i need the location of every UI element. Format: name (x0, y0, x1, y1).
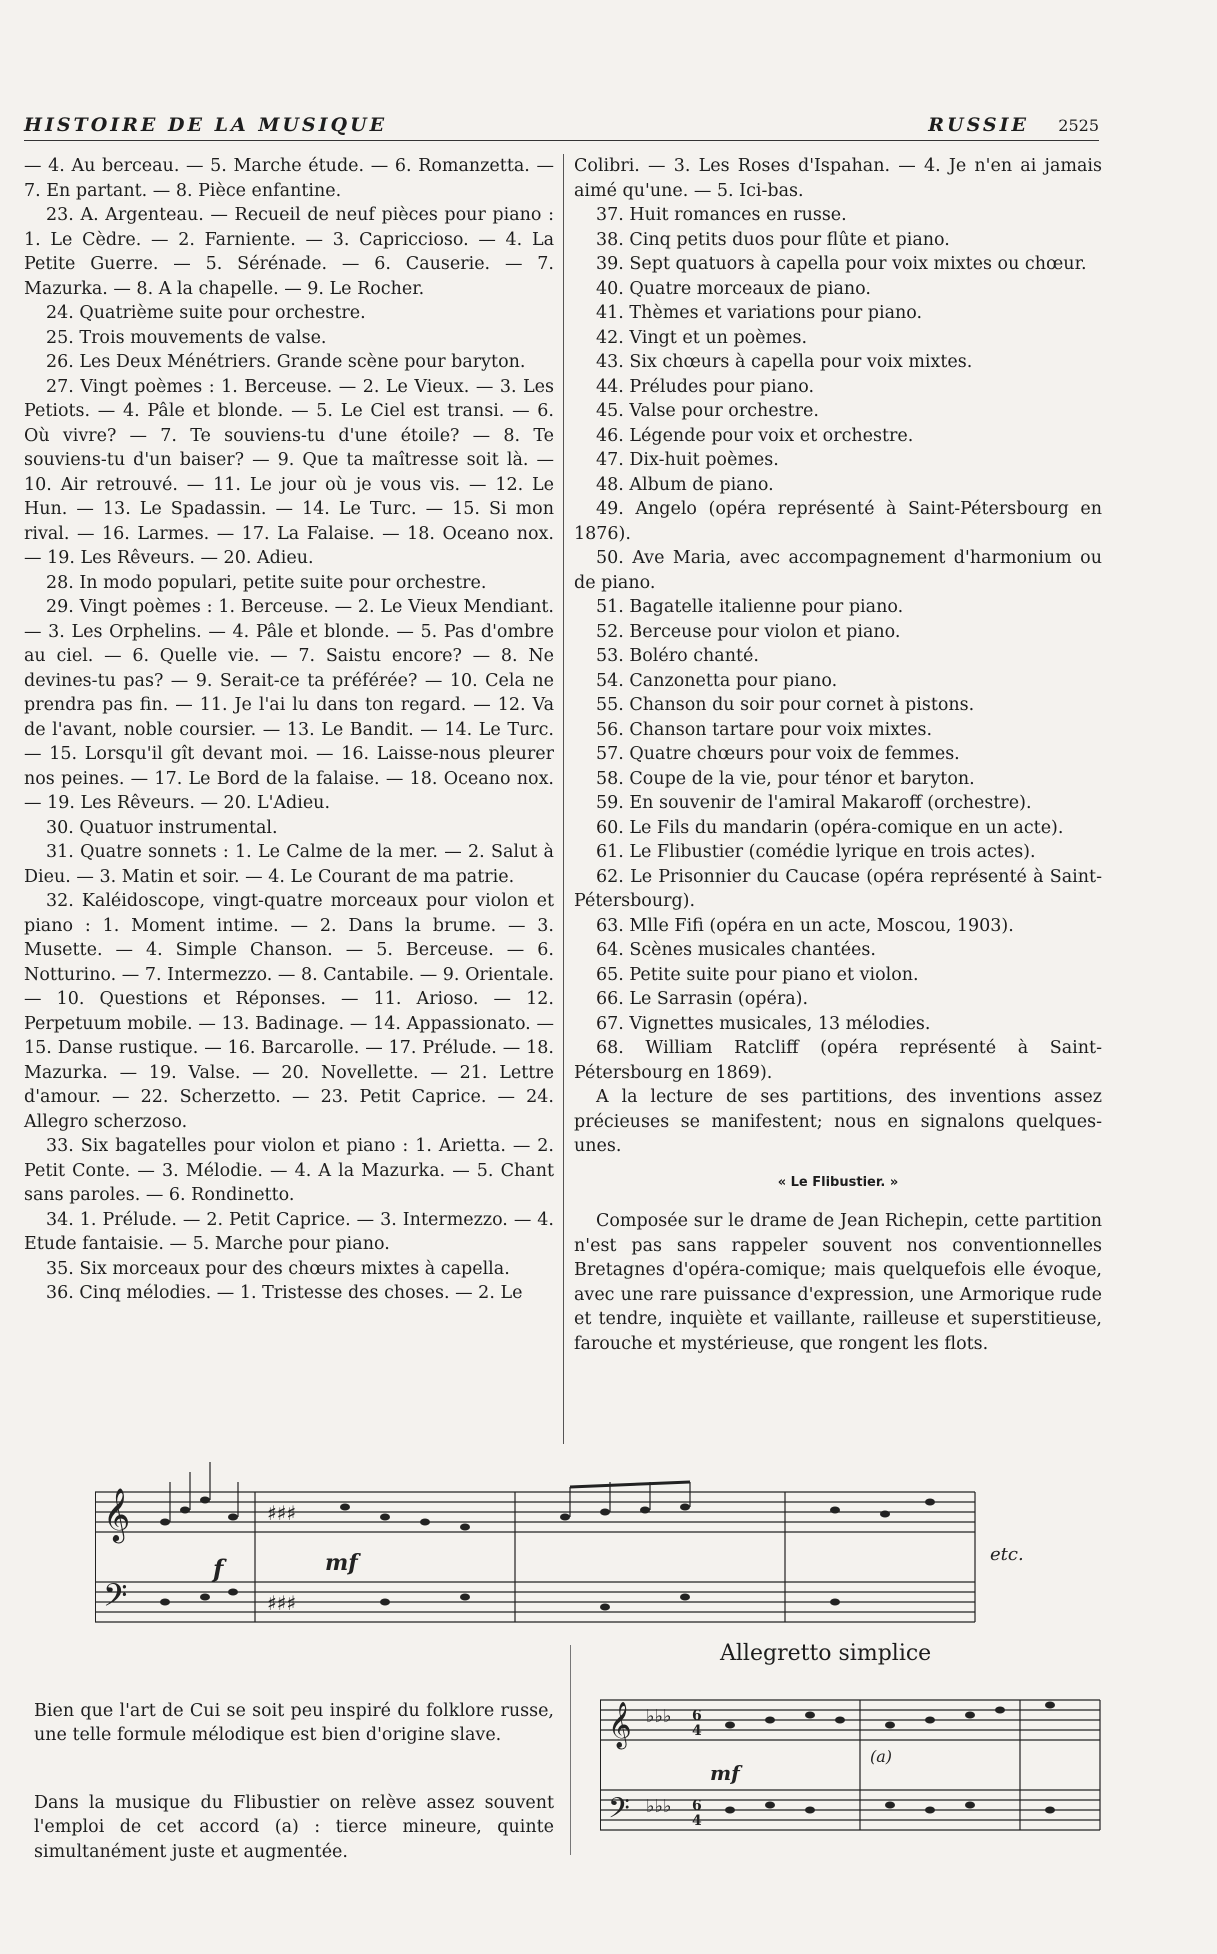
list-item: 60. Le Fils du mandarin (opéra-comique en un acte). (596, 817, 1064, 838)
dynamic-mf: mf (325, 1550, 358, 1576)
section-title: « Le Flibustier. » (777, 1174, 899, 1190)
list-item: 34. 1. Prélude. — 2. Petit Caprice. — 3. Intermezzo. — 4. Etude fantaisie. — 5. Marche pour piano. (24, 1209, 554, 1254)
list-item: 36. Cinq mélodies. — 1. Tristesse des choses. — 2. Le (46, 1283, 523, 1303)
svg-text:6: 6 (692, 1708, 702, 1724)
list-item: 30. Quatuor instrumental. (46, 817, 278, 838)
list-item: 53. Boléro chanté. (596, 646, 759, 666)
running-head-section: RUSSIE (928, 114, 1029, 136)
chord-mark: (a) (870, 1747, 893, 1766)
svg-text:4: 4 (692, 1723, 702, 1739)
list-item: 63. Mlle Fifi (opéra en un acte, Moscou, 1903). (596, 915, 1014, 936)
list-item: 42. Vingt et un poèmes. (596, 327, 808, 348)
list-item: 27. Vingt poèmes : 1. Berceuse. — 2. Le Vieux. — 3. Les Petiots. — 4. Pâle et blonde. — 5. Le Ciel est transi. — 6. Où vivre? — 7. Te souviens-tu d'une étoile? — 8. Te souviens-tu d'un baiser? — 9. Que ta maîtresse soit là. — 10. Air retrouvé. — 11. Le jour où je vous vis. — 12. Le Hun. — 13. Le Spadassin. — 14. Le Turc. — 15. Si mon rival. — 16. Larmes. — 17. La Falaise. — 18. Oceano nox. — 19. Les Rêveurs. — 20. Adieu. (24, 376, 554, 568)
list-item: 38. Cinq petits duos pour flûte et piano. (596, 229, 950, 250)
list-item: 62. Le Prisonnier du Caucase (opéra représenté à Saint-Pétersbourg). (574, 866, 1102, 911)
list-item: 55. Chanson du soir pour cornet à pistons. (596, 695, 975, 715)
music-score-1 (95, 1452, 1105, 1640)
paragraph: A la lecture de ses partitions, des inventions assez précieuses se manifestent; nous en signalons quelques-unes. (574, 1087, 1102, 1156)
svg-text:♯♯♯: ♯♯♯ (267, 1591, 297, 1615)
list-item: 67. Vignettes musicales, 13 mélodies. (596, 1013, 931, 1034)
list-item: 32. Kaléidoscope, vingt-quatre morceaux pour violon et piano : 1. Moment intime. — 2. Dans la brume. — 3. Musette. — 4. Simple Chanson. — 5. Berceuse. — 6. Notturino. — 7. Intermezzo. — 8. Cantabile. — 9. Orientale. — 10. Questions et Réponses. — 11. Arioso. — 12. Perpetuum mobile. — 13. Badinage. — 14. Appassionato. — 15. Danse rustique. — 16. Barcarolle. — 17. Prélude. — 18. Mazurka. — 19. Valse. — 20. Novellette. — 21. Lettre d'amour. — 22. Scherzetto. — 23. Petit Caprice. — 24. Allegro scherzoso. (24, 891, 554, 1132)
running-head (24, 112, 1099, 141)
list-item: 47. Dix-huit poèmes. (596, 450, 779, 470)
divider (570, 1645, 571, 1855)
list-item: 29. Vingt poèmes : 1. Berceuse. — 2. Le Vieux Mendiant. — 3. Les Orphelins. — 4. Pâle et blonde. — 5. Pas d'ombre au ciel. — 6. Quelle vie. — 7. Saistu encore? — 8. Ne devines-tu pas? — 9. Serait-ce ta préférée? — 10. Cela ne prendra pas fin. — 11. Je l'ai lu dans ton regard. — 12. Va de l'avant, noble coursier. — 13. Le Bandit. — 14. Le Turc. — 15. Lorsqu'il gît devant moi. — 16. Laisse-nous pleurer nos peines. — 17. Le Bord de la falaise. — 18. Oceano nox. — 19. Les Rêveurs. — 20. L'Adieu. (24, 597, 554, 813)
paragraph: Dans la musique du Flibustier on relève assez souvent l'emploi de cet accord (a) : tierce mineure, quinte simultanément juste et augmentée. (34, 1792, 554, 1862)
list-item: 57. Quatre chœurs pour voix de femmes. (596, 744, 960, 764)
right-column (574, 154, 1102, 1356)
list-item: 49. Angelo (opéra représenté à Saint-Pétersbourg en 1876). (574, 499, 1102, 544)
list-item: 65. Petite suite pour piano et violon. (596, 964, 919, 985)
svg-text:6: 6 (692, 1798, 702, 1814)
list-item: 31. Quatre sonnets : 1. Le Calme de la mer. — 2. Salut à Dieu. — 3. Matin et soir. — 4. Le Courant de ma patrie. (24, 842, 554, 887)
list-item: Colibri. — 3. Les Roses d'Ispahan. — 4. Je n'en ai jamais aimé qu'une. — 5. Ici-bas. (574, 156, 1102, 201)
left-column (24, 154, 554, 1306)
list-item: 46. Légende pour voix et orchestre. (596, 425, 914, 446)
list-item: 35. Six morceaux pour des chœurs mixtes à capella. (46, 1258, 510, 1279)
list-item: 40. Quatre morceaux de piano. (596, 278, 871, 299)
list-item: 45. Valse pour orchestre. (596, 401, 819, 421)
score-tempo-title: Allegretto simplice (720, 1641, 932, 1666)
list-item: 48. Album de piano. (596, 474, 774, 495)
list-item: 61. Le Flibustier (comédie lyrique en trois actes). (596, 842, 1036, 862)
list-item: 56. Chanson tartare pour voix mixtes. (596, 719, 933, 740)
list-item: 33. Six bagatelles pour violon et piano : 1. Arietta. — 2. Petit Conte. — 3. Mélodie. — 4. A la Mazurka. — 5. Chant sans paroles. — 6. Rondinetto. (24, 1136, 554, 1205)
list-item: 51. Bagatelle italienne pour piano. (596, 597, 904, 617)
svg-text:𝄢: 𝄢 (608, 1792, 630, 1832)
svg-text:♯♯♯: ♯♯♯ (267, 1501, 297, 1525)
list-item: 25. Trois mouvements de valse. (46, 327, 327, 348)
etc-label: etc. (990, 1544, 1024, 1565)
svg-text:𝄞: 𝄞 (608, 1702, 632, 1748)
list-item: 66. Le Sarrasin (opéra). (596, 989, 809, 1009)
dynamic-f: f (213, 1554, 224, 1583)
list-item: 54. Canzonetta pour piano. (596, 670, 838, 691)
list-item: 52. Berceuse pour violon et piano. (596, 621, 901, 642)
list-item: 37. Huit romances en russe. (596, 205, 847, 225)
svg-text:𝄢: 𝄢 (103, 1577, 128, 1621)
list-item: — 4. Au berceau. — 5. Marche étude. — 6. Romanzetta. — 7. En partant. — 8. Pièce enfantine. (24, 156, 554, 201)
paragraph: Bien que l'art de Cui se soit peu inspiré du folklore russe, une telle formule mélodique est bien d'origine slave. (34, 1700, 554, 1745)
page-number: 2525 (1058, 116, 1099, 135)
list-item: 39. Sept quatuors à capella pour voix mixtes ou chœur. (596, 254, 1087, 274)
svg-text:4: 4 (692, 1813, 702, 1829)
list-item: 64. Scènes musicales chantées. (596, 940, 876, 960)
music-score-2 (600, 1680, 1105, 1850)
svg-text:♭♭♭: ♭♭♭ (646, 1706, 672, 1727)
list-item: 24. Quatrième suite pour orchestre. (46, 303, 366, 323)
dynamic-mf: mf (710, 1761, 740, 1785)
list-item: 68. William Ratcliff (opéra représenté à Saint-Pétersbourg en 1869). (574, 1038, 1102, 1083)
list-item: 26. Les Deux Ménétriers. Grande scène pour baryton. (46, 352, 526, 372)
paragraph: Composée sur le drame de Jean Richepin, cette partition n'est pas sans rappeler souvent nos conventionnelles Bretagnes d'opéra-comique; mais quelquefois elle évoque, avec une rare puissance d'expression, une Armorique rude et tendre, inquiète et vaillante, railleuse et superstitieuse, farouche et mystérieuse, que rongent les flots. (574, 1211, 1102, 1354)
list-item: 41. Thèmes et variations pour piano. (596, 303, 923, 323)
list-item: 50. Ave Maria, avec accompagnement d'harmonium ou de piano. (574, 548, 1102, 593)
list-item: 23. A. Argenteau. — Recueil de neuf pièces pour piano : 1. Le Cèdre. — 2. Farniente. — 3. Capriccioso. — 4. La Petite Guerre. — 5. Sérénade. — 6. Causerie. — 7. Mazurka. — 8. A la chapelle. — 9. Le Rocher. (24, 205, 554, 299)
list-item: 43. Six chœurs à capella pour voix mixtes. (596, 352, 973, 372)
column-divider (563, 154, 564, 1444)
list-item: 28. In modo populari, petite suite pour orchestre. (46, 572, 487, 593)
svg-text:𝄞: 𝄞 (103, 1487, 131, 1541)
running-head-title: HISTOIRE DE LA MUSIQUE (24, 114, 388, 136)
svg-text:♭♭♭: ♭♭♭ (646, 1796, 672, 1817)
list-item: 59. En souvenir de l'amiral Makaroff (orchestre). (596, 793, 1032, 813)
list-item: 44. Préludes pour piano. (596, 376, 815, 397)
list-item: 58. Coupe de la vie, pour ténor et baryton. (596, 768, 975, 789)
